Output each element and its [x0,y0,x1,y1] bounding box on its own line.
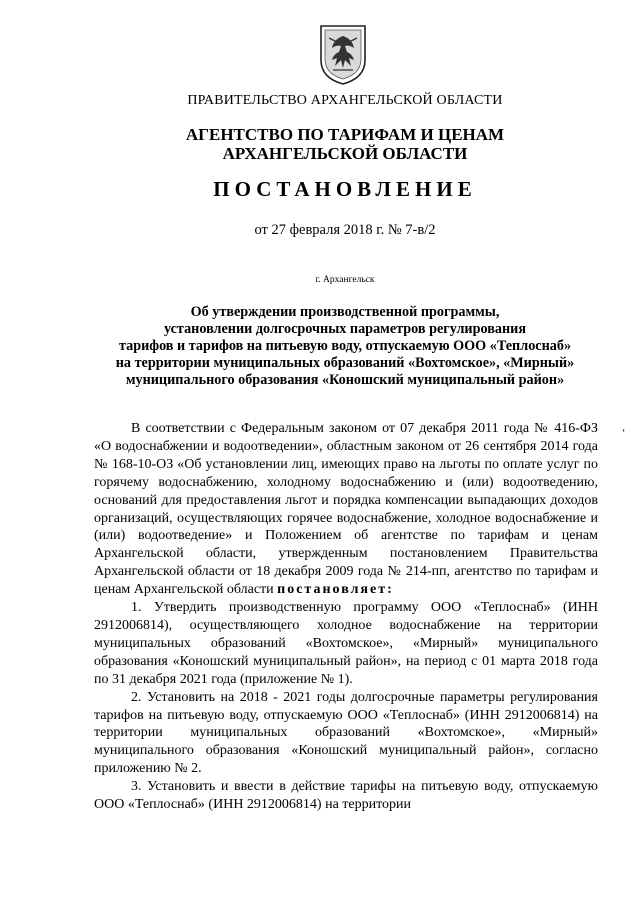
document-date-number: от 27 февраля 2018 г. № 7-в/2 [254,222,436,238]
resolves-word: постановляет: [277,582,394,598]
subject-line: тарифов и тарифов на питьевую воду, отпускаемую ООО «Теплоснаб» [118,338,572,354]
document-city: г. Архангельск [315,275,375,285]
subject-line: Об утверждении производственной программы, [190,304,500,320]
subject-line: муниципального образования «Коношский муниципальный район» [125,372,565,388]
margin-mark: ʻ [622,428,626,439]
document-type: ПОСТАНОВЛЕНИЕ [213,177,477,201]
coat-of-arms-icon [317,22,369,86]
agency-name [0,125,640,163]
subject-line: установлении долгосрочных параметров регулирования [163,321,527,337]
preamble-text: В соответствии с Федеральным законом от 07 декабря 2011 года № 416-ФЗ «О водоснабжении и водоотведении», областным законом от 26 сентября 2014 года № 168-10-ОЗ «Об установлении лиц, имеющих право на льготы по оплате услуг по горячему водоснабжению, холодному водоснабжению и (или) водоотведению, оснований для предоставления льгот и порядка компенсации выпадающих доходов организаций, осуществляющих горячее водоснабжение, холодное водоснабжение и (или) водоотведение» и Положением об агентстве по тарифам и ценам Архангельской области, утвержденным постановлением Правительства Архангельской области от 18 декабря 2009 года № 214-пп, агентство по тарифам и ценам Архангельской области [94,421,598,598]
preamble-paragraph [94,420,598,599]
item-paragraph: 3. Установить и ввести в действие тарифы на питьевую воду, отпускаемую ООО «Теплоснаб» (ИНН 2912006814) на территории [94,779,598,813]
item-paragraph: 2. Установить на 2018 - 2021 годы долгосрочные параметры регулирования тарифов на питьевую воду, отпускаемую ООО «Теплоснаб» (ИНН 2912006814) на территории муниципальных образований «Вохтомское», «Мирный» муниципального образования «Коношский муниципальный район», согласно приложению № 2. [94,689,598,777]
document-subject [0,304,640,389]
government-name: ПРАВИТЕЛЬСТВО АРХАНГЕЛЬСКОЙ ОБЛАСТИ [187,93,503,108]
agency-name-line: АГЕНТСТВО ПО ТАРИФАМ И ЦЕНАМ [185,125,505,144]
agency-name-line: АРХАНГЕЛЬСКОЙ ОБЛАСТИ [222,144,468,163]
document-body [94,420,598,814]
item-paragraph: 1. Утвердить производственную программу ООО «Теплоснаб» (ИНН 2912006814), осуществляющего холодное водоснабжение на территории муниципальных образований «Вохтомское», «Мирный» муниципального образования «Коношский муниципальный район», на период с 01 марта 2018 года по 31 декабря 2021 года (приложение № 1). [94,600,598,687]
subject-line: на территории муниципальных образований «Вохтомское», «Мирный» [115,355,575,371]
